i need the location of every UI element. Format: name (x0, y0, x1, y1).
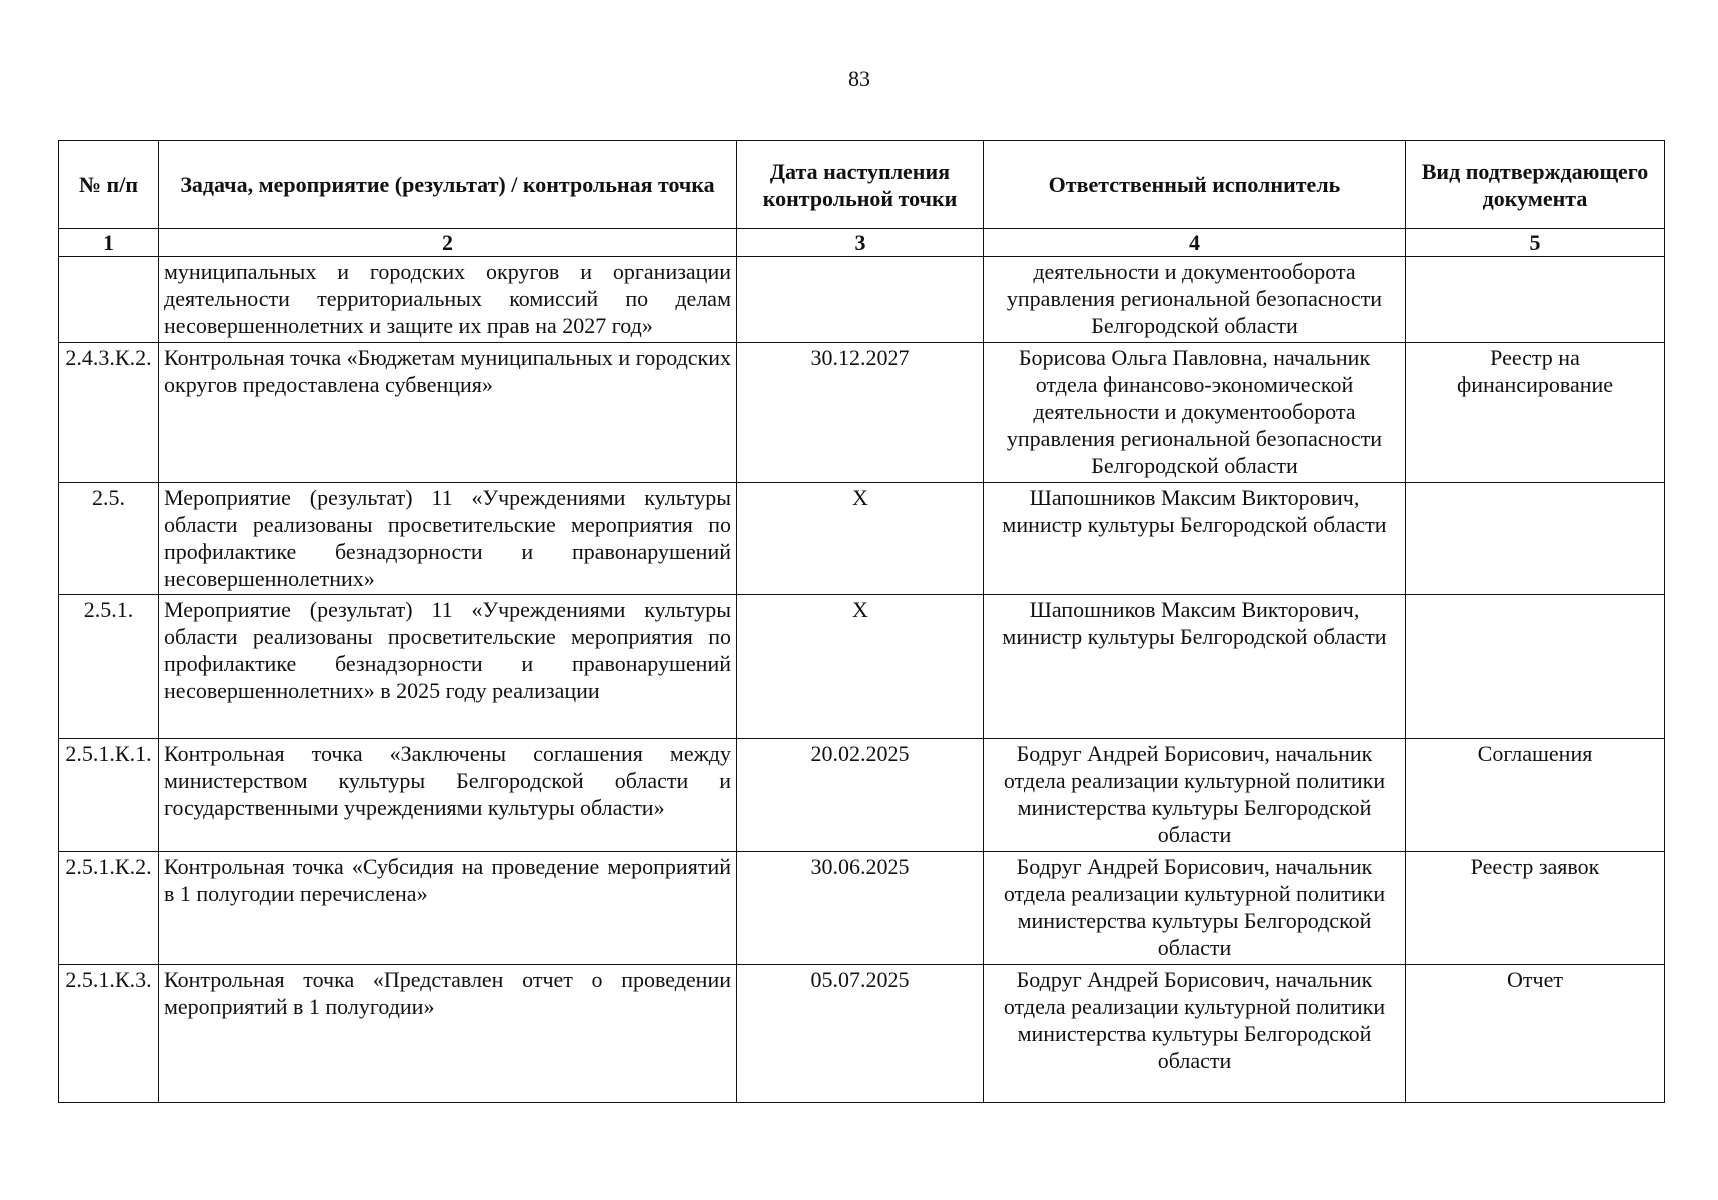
row-date: 05.07.2025 (737, 965, 984, 1103)
header-date: Дата наступления контрольной точки (737, 141, 984, 229)
row-task: Контрольная точка «Представлен отчет о проведении мероприятий в 1 полугодии» (159, 965, 737, 1103)
row-task: Мероприятие (результат) 11 «Учреждениями культуры области реализованы просветительские мероприятия по профилактике безнадзорности и правонарушений несовершеннолетних» в 2025 году реализации (159, 595, 737, 739)
row-responsible: Бодруг Андрей Борисович, начальник отдела реализации культурной политики министерства культуры Белгородской области (984, 739, 1406, 852)
row-document (1406, 483, 1665, 595)
row-number (59, 257, 159, 343)
table-row (59, 852, 1665, 965)
header-number: № п/п (59, 141, 159, 229)
row-responsible: Шапошников Максим Викторович, министр культуры Белгородской области (984, 483, 1406, 595)
column-number: 1 (59, 229, 159, 257)
row-responsible: Борисова Ольга Павловна, начальник отдела финансово-экономической деятельности и документооборота управления региональной безопасности Белгородской области (984, 343, 1406, 483)
row-task: муниципальных и городских округов и организации деятельности территориальных комиссий по делам несовершеннолетних и защите их прав на 2027 год» (159, 257, 737, 343)
row-number: 2.5. (59, 483, 159, 595)
row-task: Контрольная точка «Заключены соглашения между министерством культуры Белгородской области и государственными учреждениями культуры области» (159, 739, 737, 852)
row-date: 30.06.2025 (737, 852, 984, 965)
header-responsible: Ответственный исполнитель (984, 141, 1406, 229)
row-document (1406, 257, 1665, 343)
table-row (59, 595, 1665, 739)
row-number: 2.5.1. (59, 595, 159, 739)
row-task: Мероприятие (результат) 11 «Учреждениями культуры области реализованы просветительские мероприятия по профилактике безнадзорности и правонарушений несовершеннолетних» (159, 483, 737, 595)
table-row (59, 965, 1665, 1103)
row-number: 2.5.1.К.3. (59, 965, 159, 1103)
row-document: Реестр заявок (1406, 852, 1665, 965)
header-row (59, 141, 1665, 229)
control-points-table (58, 140, 1665, 1103)
row-responsible: деятельности и документооборота управления региональной безопасности Белгородской области (984, 257, 1406, 343)
row-document (1406, 595, 1665, 739)
row-date: X (737, 595, 984, 739)
column-number: 2 (159, 229, 737, 257)
row-document: Отчет (1406, 965, 1665, 1103)
page-number: 83 (848, 66, 870, 91)
row-number: 2.4.3.К.2. (59, 343, 159, 483)
row-date (737, 257, 984, 343)
row-date: 30.12.2027 (737, 343, 984, 483)
column-number: 5 (1406, 229, 1665, 257)
table-row (59, 739, 1665, 852)
header-document: Вид подтверждающего документа (1406, 141, 1665, 229)
row-number: 2.5.1.К.2. (59, 852, 159, 965)
table-row (59, 343, 1665, 483)
row-responsible: Бодруг Андрей Борисович, начальник отдела реализации культурной политики министерства культуры Белгородской области (984, 852, 1406, 965)
column-number: 3 (737, 229, 984, 257)
row-document: Соглашения (1406, 739, 1665, 852)
row-responsible: Шапошников Максим Викторович, министр культуры Белгородской области (984, 595, 1406, 739)
row-date: 20.02.2025 (737, 739, 984, 852)
table-row (59, 483, 1665, 595)
row-task: Контрольная точка «Субсидия на проведение мероприятий в 1 полугодии перечислена» (159, 852, 737, 965)
row-responsible: Бодруг Андрей Борисович, начальник отдела реализации культурной политики министерства культуры Белгородской области (984, 965, 1406, 1103)
header-task: Задача, мероприятие (результат) / контрольная точка (159, 141, 737, 229)
table-row (59, 257, 1665, 343)
column-number-row (59, 229, 1665, 257)
column-number: 4 (984, 229, 1406, 257)
row-date: X (737, 483, 984, 595)
row-document: Реестр на финансирование (1406, 343, 1665, 483)
row-task: Контрольная точка «Бюджетам муниципальных и городских округов предоставлена субвенция» (159, 343, 737, 483)
row-number: 2.5.1.К.1. (59, 739, 159, 852)
